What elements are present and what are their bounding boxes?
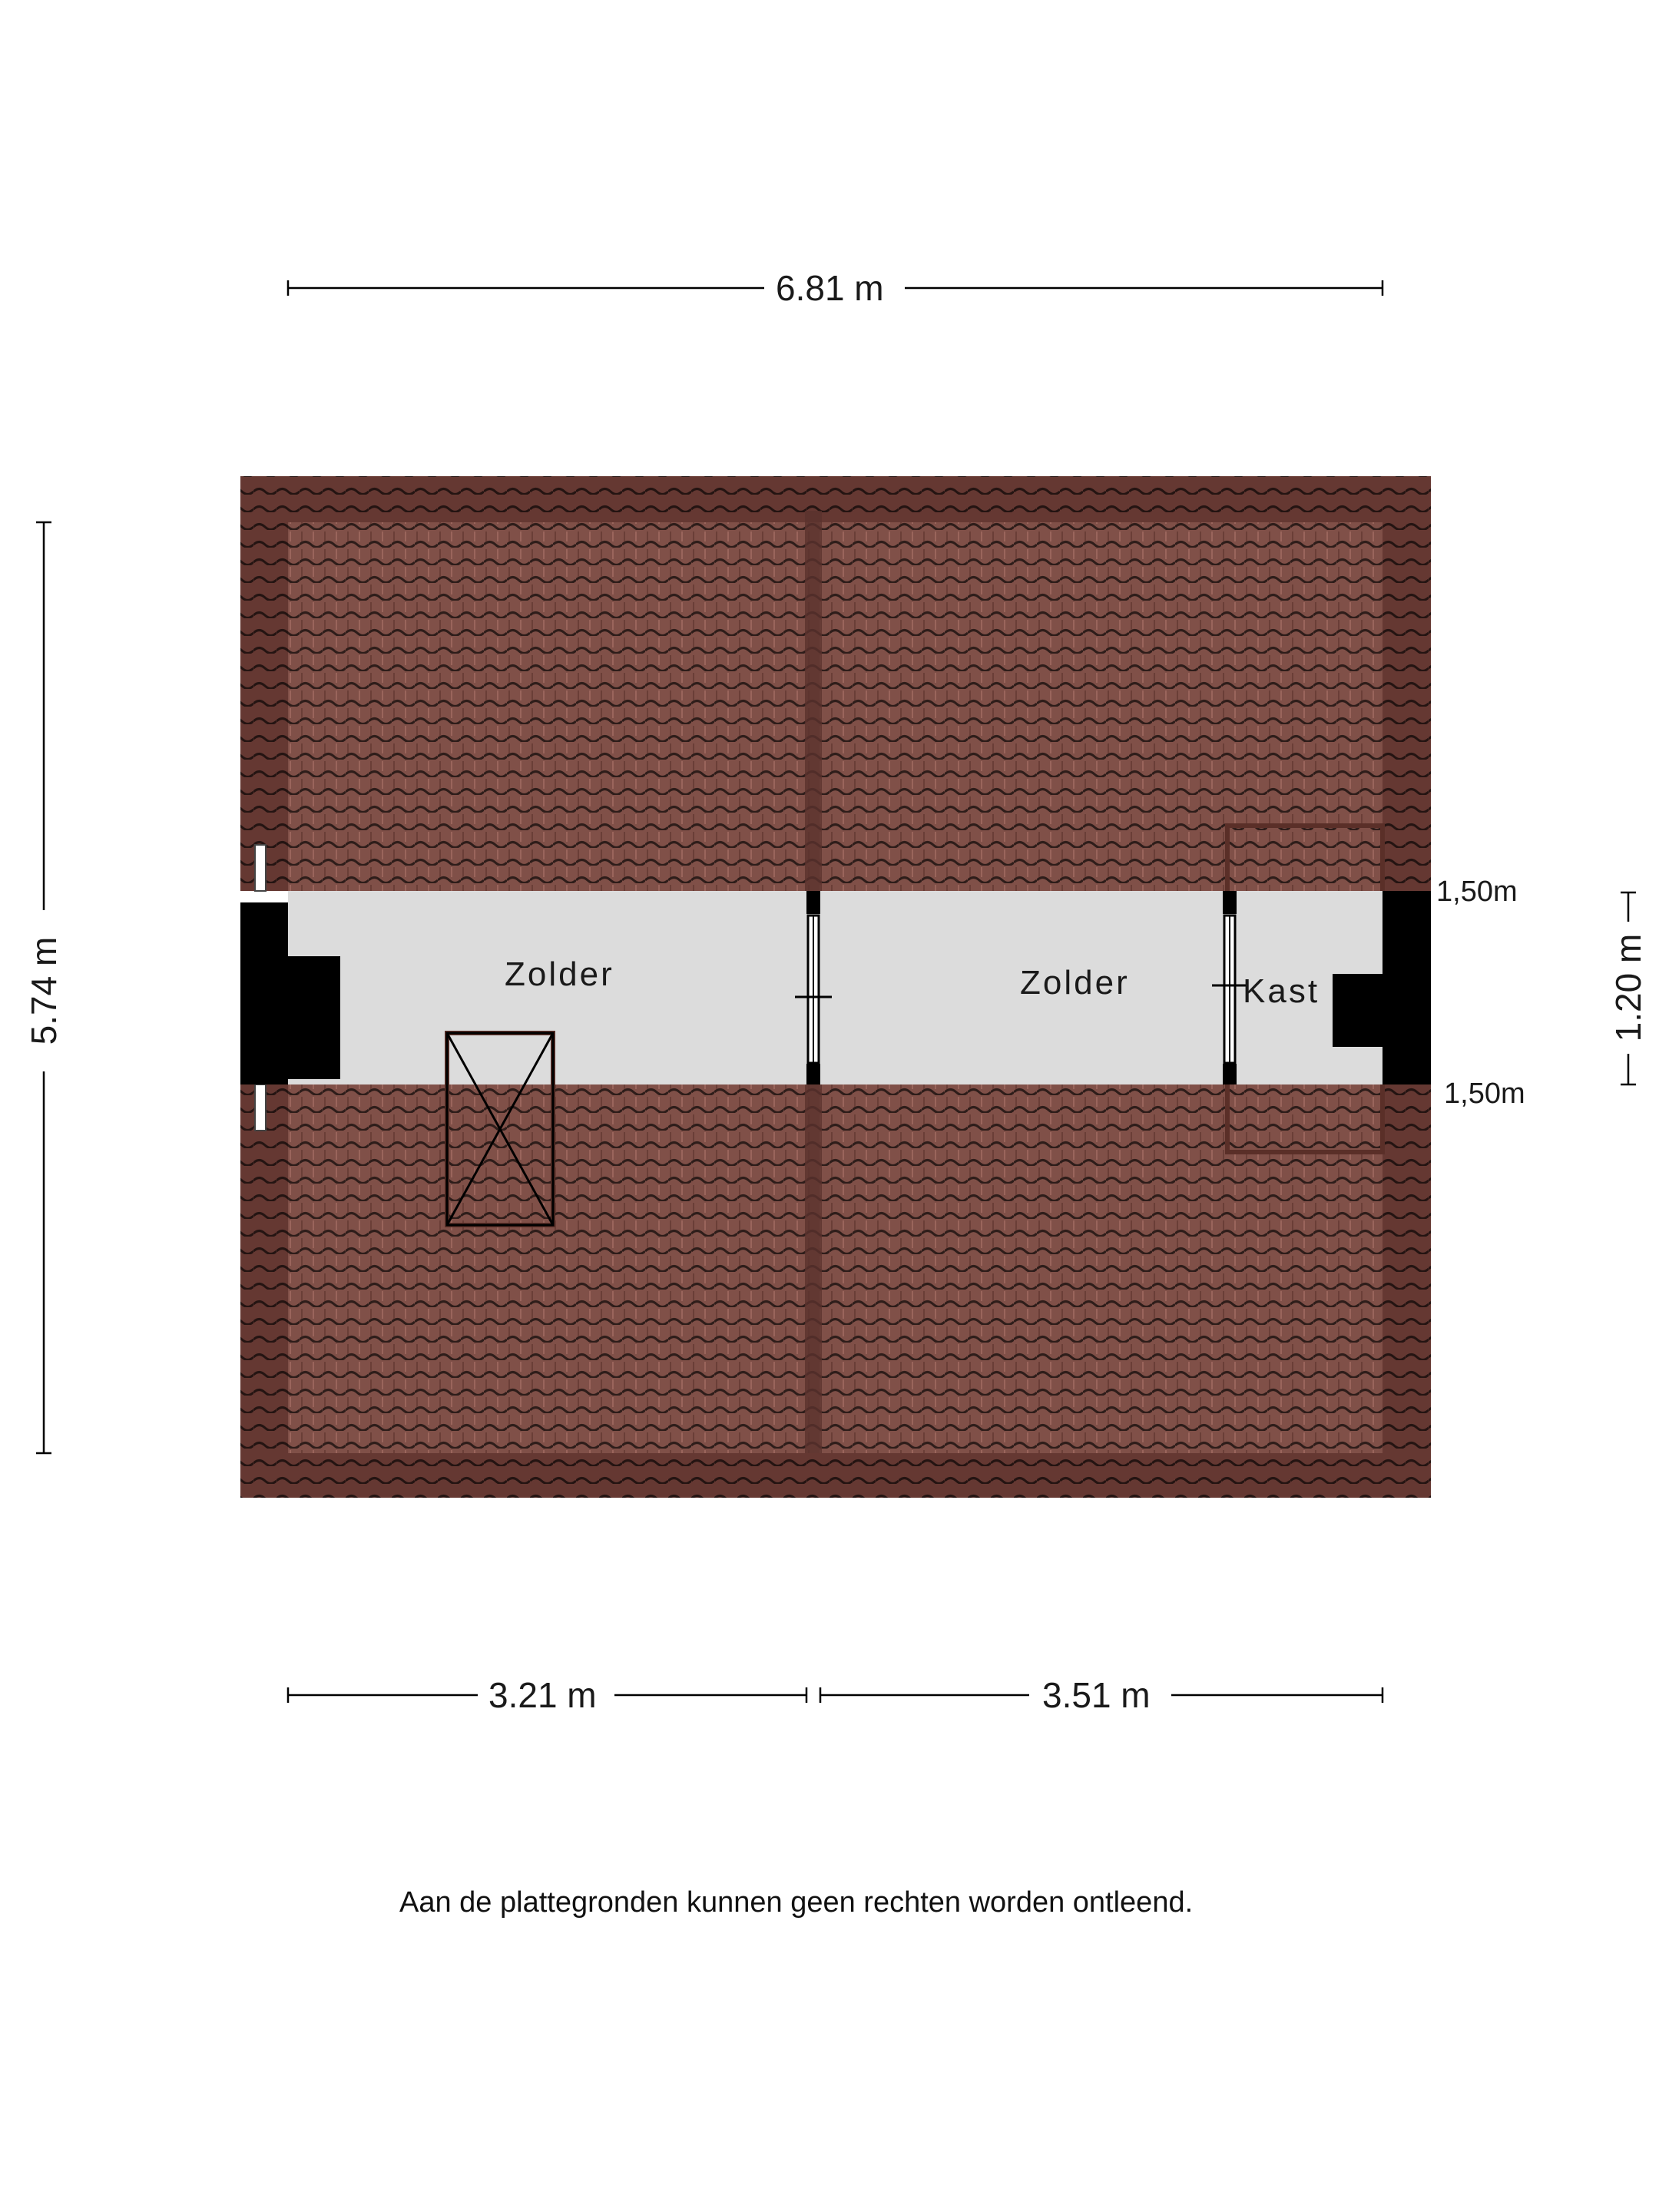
level-label-bottom: 1,50m	[1444, 1078, 1525, 1110]
disclaimer-text: Aan de plattegronden kunnen geen rechten worden ontleend.	[399, 1886, 1194, 1919]
dimension-left-height: 5.74 m	[24, 936, 64, 1045]
room-label-zolder-left: Zolder	[505, 955, 614, 993]
dimension-bottom-left: 3.21 m	[488, 1675, 597, 1715]
attic-floor	[288, 891, 1382, 1084]
dimension-right-height: 1.20 m	[1608, 933, 1648, 1042]
roof-bottom	[240, 1084, 1431, 1498]
roof-top	[240, 476, 1431, 891]
room-label-zolder-right: Zolder	[1020, 964, 1130, 1002]
level-label-top: 1,50m	[1436, 876, 1518, 908]
dimension-top-width: 6.81 m	[776, 268, 884, 308]
dimension-bottom-right: 3.51 m	[1042, 1675, 1151, 1715]
room-label-kast: Kast	[1243, 972, 1320, 1010]
